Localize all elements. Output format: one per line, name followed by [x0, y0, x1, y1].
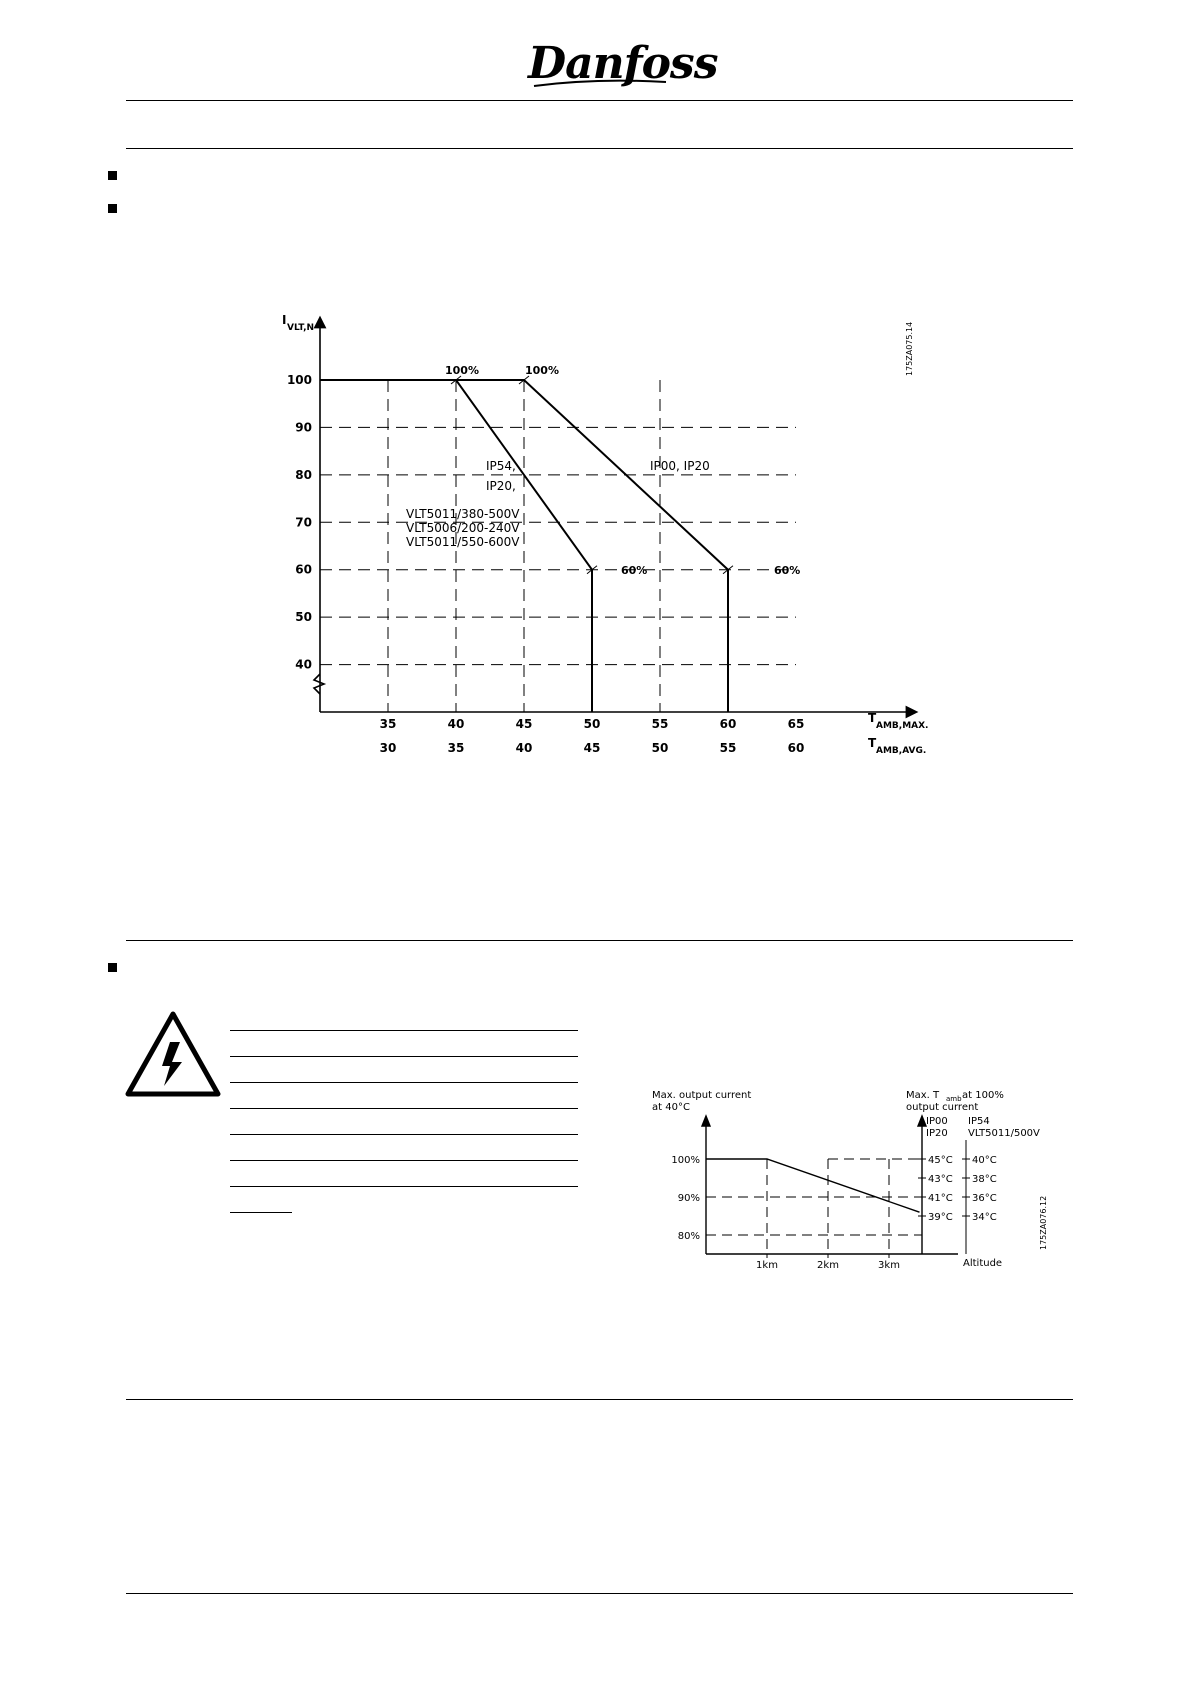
temp-ip00-label: 43°C	[928, 1174, 953, 1185]
model-label-3: VLT5011/550-600V	[406, 535, 520, 549]
right-title-sub: amb	[946, 1095, 962, 1103]
point-label-60-b: 60%	[774, 564, 801, 577]
x-avg-tick-label: 55	[719, 741, 737, 755]
section-rule	[126, 1399, 1073, 1400]
x-tick-label: 1km	[756, 1260, 778, 1271]
x-axis-avg-title-sub: AMB,AVG.	[876, 746, 927, 756]
x-max-tick-label: 65	[787, 717, 805, 731]
temp-ip54-label: 34°C	[972, 1212, 997, 1223]
right-title-2: at 100%	[962, 1090, 1004, 1101]
col-ip00-2: IP20	[926, 1128, 948, 1139]
warning-text-line	[230, 1056, 578, 1057]
point-label-100-a: 100%	[445, 364, 479, 377]
y-tick-label: 70	[295, 515, 312, 530]
x-axis-title: Altitude	[963, 1258, 1003, 1269]
warning-text-line	[230, 1186, 578, 1187]
temp-ip00-label: 39°C	[928, 1212, 953, 1223]
warning-text-line	[230, 1030, 578, 1031]
series-b-label: IP00, IP20	[650, 459, 710, 473]
x-avg-tick-label: 40	[515, 741, 533, 755]
y-axis-title-sub: VLT,N	[287, 323, 315, 333]
model-label-1: VLT5011/380-500V	[406, 507, 520, 521]
x-max-tick-label: 50	[583, 717, 601, 731]
x-tick-label: 2km	[817, 1260, 839, 1271]
section-rule	[126, 940, 1073, 941]
x-max-tick-label: 55	[651, 717, 669, 731]
y-tick-label: 100%	[671, 1155, 700, 1166]
y-tick-label: 100	[286, 373, 312, 387]
axis-break	[314, 674, 324, 694]
x-max-tick-label: 40	[447, 717, 465, 731]
y-tick-label: 50	[295, 610, 312, 625]
point-label-60-a: 60%	[621, 564, 648, 577]
series-a-label-2: IP20,	[486, 479, 516, 493]
y-tick-label: 40	[295, 657, 312, 672]
point-label-100-b: 100%	[525, 364, 559, 377]
warning-text-line	[230, 1160, 578, 1161]
temp-ip00-label: 45°C	[928, 1155, 953, 1166]
x-tick-label: 3km	[878, 1260, 900, 1271]
x-axis-avg-title: T	[868, 736, 877, 750]
right-title-3: output current	[906, 1102, 979, 1113]
logo-text: Danfoss	[528, 38, 718, 89]
x-avg-tick-label: 30	[379, 741, 397, 755]
y-tick-label: 80	[295, 467, 312, 482]
left-title-1: Max. output current	[652, 1090, 752, 1101]
section-bullet	[108, 963, 117, 972]
x-avg-tick-label: 60	[787, 741, 805, 755]
warning-text-line	[230, 1134, 578, 1135]
temp-ip54-label: 38°C	[972, 1174, 997, 1185]
y-tick-label: 90%	[677, 1193, 700, 1204]
y-tick-label: 60	[295, 562, 312, 577]
y-tick-label: 90	[295, 420, 312, 435]
y-axis-arrow	[702, 1116, 710, 1126]
x-avg-tick-label: 35	[447, 741, 465, 755]
y-tick-label: 80%	[677, 1231, 700, 1242]
x-max-tick-label: 45	[515, 717, 533, 731]
x-axis-max-title-sub: AMB,MAX.	[876, 721, 929, 731]
warning-text-line	[230, 1108, 578, 1109]
temp-ip54-label: 36°C	[972, 1193, 997, 1204]
left-title-2: at 40°C	[652, 1102, 690, 1113]
figure-code-1: 175ZA075.14	[905, 321, 914, 376]
electrical-hazard-icon	[124, 1010, 222, 1100]
temp-ip00-label: 41°C	[928, 1193, 953, 1204]
right-title-1: Max. T	[906, 1090, 940, 1101]
right-axis-arrow	[918, 1116, 926, 1126]
x-max-tick-label: 60	[719, 717, 737, 731]
footer-rule	[126, 1593, 1073, 1594]
model-label-2: VLT5006/200-240V	[406, 521, 520, 535]
series-line	[706, 1159, 920, 1212]
series-a-label-1: IP54,	[486, 459, 516, 473]
warning-text-line	[230, 1212, 292, 1213]
warning-text-line	[230, 1082, 578, 1083]
x-avg-tick-label: 50	[651, 741, 669, 755]
col-ip54-1: IP54	[968, 1116, 990, 1127]
col-ip00-1: IP00	[926, 1116, 948, 1127]
figure-code-2: 175ZA076.12	[1039, 1195, 1048, 1250]
col-ip54-2: VLT5011/500V	[968, 1128, 1040, 1139]
temp-ip54-label: 40°C	[972, 1155, 997, 1166]
x-avg-tick-label: 45	[583, 741, 601, 755]
temperature-derating-chart	[0, 0, 1190, 800]
x-axis-max-title: T	[868, 711, 877, 725]
x-max-tick-label: 35	[379, 717, 397, 731]
y-axis-title: I	[282, 313, 287, 327]
